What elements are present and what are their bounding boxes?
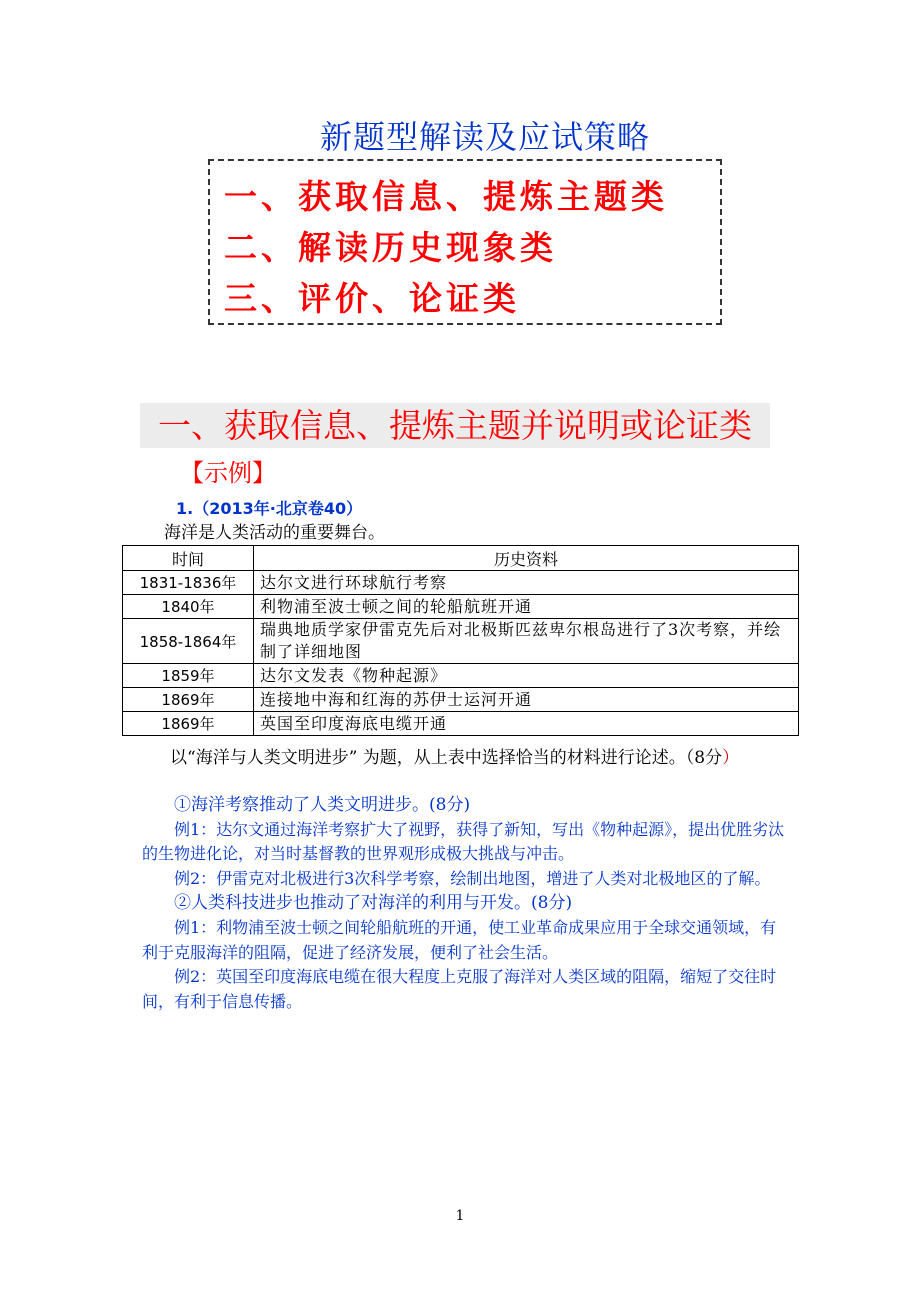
table-row xyxy=(123,664,799,688)
row-event: 利物浦至波士顿之间的轮船航班开通 xyxy=(254,595,799,619)
table-row xyxy=(123,571,799,595)
header-material: 历史资料 xyxy=(254,546,799,571)
answer-point-2: ②人类科技进步也推动了对海洋的利用与开发。(8分) xyxy=(174,893,573,914)
question-source: 1.（2013年·北京卷40） xyxy=(176,499,363,518)
header-time: 时间 xyxy=(123,546,254,571)
topic-item-1: 一、获取信息、提炼主题类 xyxy=(224,177,668,216)
question-prompt xyxy=(142,746,792,771)
page-title: 新题型解读及应试策略 xyxy=(319,118,650,156)
row-year: 1869年 xyxy=(123,688,254,712)
answer-point-2-example-1: 例1：利物浦至波士顿之间轮船航班的开通，使工业革命成果应用于全球交通领域，有利于克服海洋的阻隔，促进了经济发展，便利了社会生活。 xyxy=(142,917,777,962)
row-event: 瑞典地质学家伊雷克先后对北极斯匹兹卑尔根岛进行了3次考察，并绘制了详细地图 xyxy=(254,619,799,664)
answer-point-1: ①海洋考察推动了人类文明进步。(8分) xyxy=(174,795,471,815)
topic-item-2: 二、解读历史现象类 xyxy=(224,228,557,267)
row-event: 英国至印度海底电缆开通 xyxy=(254,712,799,736)
question-intro: 海洋是人类活动的重要舞台。 xyxy=(164,523,385,543)
table-header-row xyxy=(123,546,799,571)
topic-item-3: 三、评价、论证类 xyxy=(224,279,520,318)
answer-point-1-example-1: 例1：达尔文通过海洋考察扩大了视野，获得了新知，写出《物种起源》，提出优胜劣汰的生物进化论，对当时基督教的世界观形成极大挑战与冲击。 xyxy=(142,819,785,864)
history-table xyxy=(122,545,799,736)
row-year: 1869年 xyxy=(123,712,254,736)
page-number: 1 xyxy=(455,1208,465,1224)
prompt-text: 以“海洋与人类文明进步” 为题，从上表中选择恰当的材料进行论述。（8分 xyxy=(170,748,723,768)
table-row xyxy=(123,595,799,619)
topic-list-box xyxy=(208,159,722,325)
table-row xyxy=(123,712,799,736)
row-event: 达尔文发表《物种起源》 xyxy=(254,664,799,688)
row-year: 1840年 xyxy=(123,595,254,619)
section-heading: 一、获取信息、提炼主题并说明或论证类 xyxy=(140,403,770,448)
answer-point-2-example-2: 例2：英国至印度海底电缆在很大程度上克服了海洋对人类区域的阻隔，缩短了交往时间，有利于信息传播。 xyxy=(142,967,777,1011)
answer-block xyxy=(142,793,792,1014)
row-year: 1858-1864年 xyxy=(123,619,254,664)
prompt-close-paren: ） xyxy=(722,748,740,768)
example-label: 【示例】 xyxy=(180,459,276,487)
table-row xyxy=(123,619,799,664)
table-row xyxy=(123,688,799,712)
row-year: 1831-1836年 xyxy=(123,571,254,595)
row-year: 1859年 xyxy=(123,664,254,688)
row-event: 达尔文进行环球航行考察 xyxy=(254,571,799,595)
row-event: 连接地中海和红海的苏伊士运河开通 xyxy=(254,688,799,712)
answer-point-1-example-2: 例2：伊雷克对北极进行3次科学考察，绘制出地图，增进了人类对北极地区的了解。 xyxy=(174,868,771,888)
